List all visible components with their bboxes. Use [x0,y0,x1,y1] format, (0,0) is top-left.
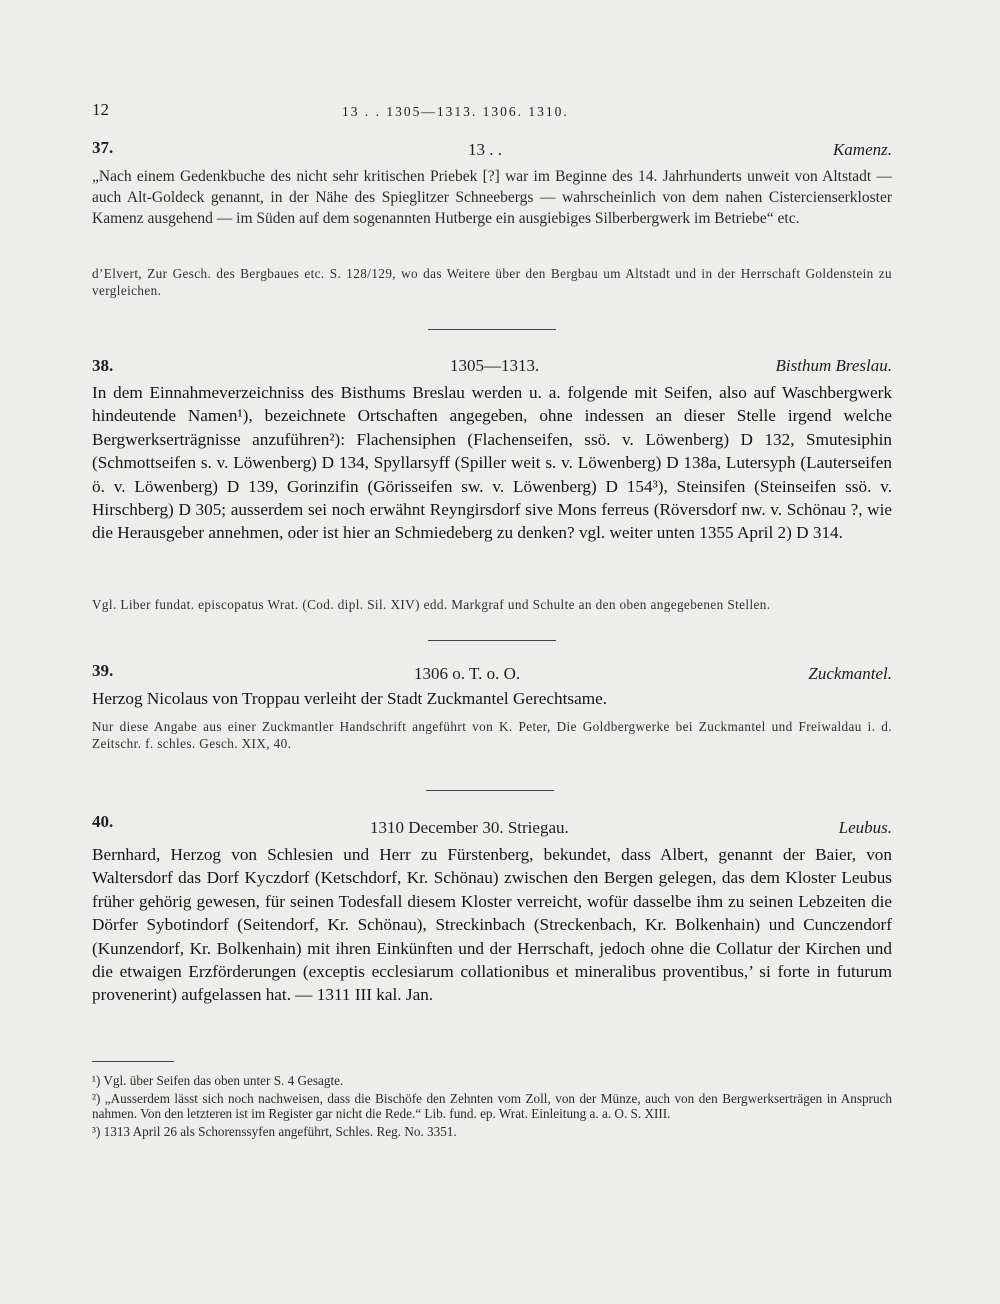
entry-38-number: 38. [92,356,114,375]
entry-39-text: Herzog Nicolaus von Troppau verleiht der Stadt Zuckmantel Gerechtsame. [92,689,608,708]
footnotes [92,1073,892,1139]
section-divider [426,790,554,791]
entry-38-text: In dem Einnahmeverzeichniss des Bisthums Breslau werden u. a. folgende mit Seifen, also auf Waschbergwerk hindeutende Namen¹), bezeichnete Ortschaften angegeben, ohne indessen an dieser Stelle irgend welche Bergwerkserträgnisse anzuführen²): Flachensiphen (Flachenseifen, ssö. v. Löwenberg) D 132, Smutesiphin (Schmottseifen s. v. Löwenberg) D 134, Spyllarsyff (Spiller weit s. v. Löwenberg) D 138a, Lutersyph (Lauterseifen ö. v. Löwenberg) D 139, Gorinzifin (Görisseifen sw. v. Löwenberg) D 154³), Steinsifen (Steinseifen ssö. v. Hirschberg) D 305; ausserdem sei noch erwähnt Reyngirsdorf sive Mons ferreus (Röversdorf nw. v. Schönau ?, wie die Herausgeber annehmen, oder ist hier an Schmiedeberg zu denken? vgl. weiter unten 1355 April 2) D 314. [92,383,892,543]
entry-40-text: Bernhard, Herzog von Schlesien und Herr zu Fürstenberg, bekundet, dass Albert, genannt der Baier, von Waltersdorf das Dorf Kyczdorf (Ketschdorf, Kr. Schönau) zwischen den Bergen gelegen, das dem Kloster Leubus früher gehörig gewesen, für seinen Todesfall diesem Kloster verreicht, wofür dasselbe ihm zu seinen Lebzeiten die Dörfer Sybotindorf (Seitendorf, Kr. Schönau), Streckinbach (Streckenbach, Kr. Bolkenhain) und Cunczendorf (Kunzendorf, Kr. Bolkenhain) mit ihren Einkünften und der Herrschaft, jedoch ohne die Collatur der Kirchen und die etwaigen Erzförderungen (exceptis ecclesiarum collationibus et mineralibus proventibus,’ si forte in futurum provenerint) aufgelassen hat. — 1311 III kal. Jan. [92,845,892,1005]
entry-37-text: „Nach einem Gedenkbuche des nicht sehr kritischen Priebek [?] war im Beginne des 14. Jahrhunderts unweit von Altstadt — auch Alt-Goldeck genannt, in der Nähe des Spieglitzer Schneebergs — wahrscheinlich von dem nahen Cistercienserkloster Kamenz ausgehend — im Süden auf dem sogenannten Hutberge ein ausgiebiges Silberbergwerk im Betriebe“ etc. [92,168,892,227]
entry-38-place: Bisthum Breslau. [775,356,892,375]
footnote-3: ³) 1313 April 26 als Schorenssyfen angeführt, Schles. Reg. No. 3351. [92,1123,457,1139]
entry-37-place: Kamenz. [832,140,892,159]
entry-39-place: Zuckmantel. [808,664,892,683]
entry-37-date: 13 . . [468,140,502,159]
entry-37-note: d’Elvert, Zur Gesch. des Bergbaues etc. S. 128/129, wo das Weitere über den Bergbau um Altstadt und in der Herrschaft Goldenstein zu vergleichen. [92,266,892,299]
running-head: 13 . . 1305—1313. 1306. 1310. [342,104,569,119]
footnote-rule [92,1061,174,1062]
entry-39-number: 39. [92,661,114,680]
entry-40-place: Leubus. [838,818,892,837]
entry-37-number: 37. [92,138,114,157]
entry-40-date: 1310 December 30. Striegau. [370,818,569,837]
entry-39-note: Nur diese Angabe aus einer Zuckmantler Handschrift angeführt von K. Peter, Die Goldbergwerke bei Zuckmantel und Freiwaldau i. d. Zeitschr. f. schles. Gesch. XIX, 40. [92,719,892,752]
entry-39-date: 1306 o. T. o. O. [414,664,521,683]
page-number: 12 [92,100,109,119]
entry-40-number: 40. [92,812,114,831]
section-divider [428,329,556,330]
entry-38-note: Vgl. Liber fundat. episcopatus Wrat. (Cod. dipl. Sil. XIV) edd. Markgraf und Schulte an den oben angegebenen Stellen. [92,597,771,612]
section-divider [428,640,556,641]
entry-38-date: 1305—1313. [450,356,540,375]
footnote-2: ²) „Ausserdem lässt sich noch nachweisen, dass die Bischöfe den Zehnten vom Zoll, von der Münze, auch von den Bergwerkserträgen in Anspruch nahmen. Von den letzteren ist im Register gar nicht die Rede.“ Lib. fund. ep. Wrat. Einleitung a. a. O. S. XIII. [92,1090,892,1121]
footnote-1: ¹) Vgl. über Seifen das oben unter S. 4 Gesagte. [92,1073,344,1088]
